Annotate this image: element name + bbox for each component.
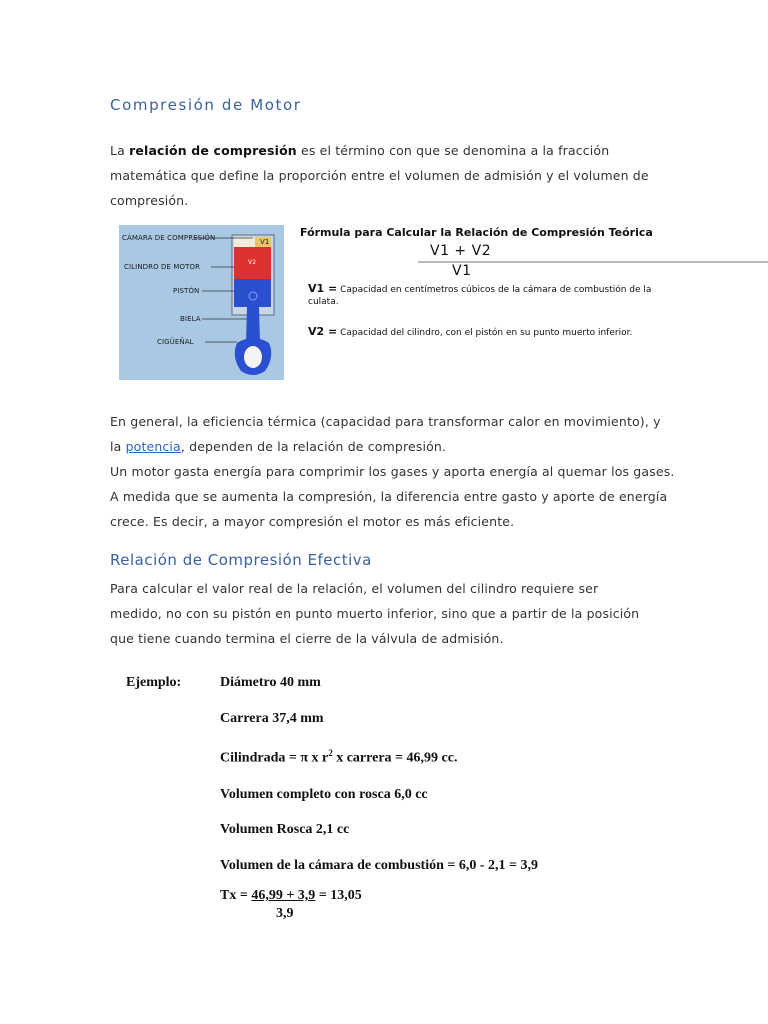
example-volumen-camara: Volumen de la cámara de combustión = 6,0 - 2,1 = 3,9 — [220, 858, 538, 873]
formula-v1-note — [308, 283, 668, 308]
example-carrera: Carrera 37,4 mm — [220, 711, 324, 726]
v2-label: V2 = — [308, 325, 338, 338]
tx-denominator: 3,9 — [276, 906, 294, 921]
tx-post: = 13,05 — [315, 888, 362, 903]
general-para2: Un motor gasta energía para comprimir los gases y aporta energía al quemar los gases. A medida que se aumenta la compresión, la diferencia entre gasto y aporte de energía crece. Es decir, a mayor compresión el motor es más eficiente. — [110, 464, 675, 529]
cilindrada-exponent: 2 — [328, 748, 333, 758]
label-biela: BIELA — [180, 315, 201, 323]
example-volumen-rosca: Volumen Rosca 2,1 cc — [220, 822, 350, 837]
intro-bold-term: relación de compresión — [129, 143, 297, 158]
section-title-efectiva: Relación de Compresión Efectiva — [110, 551, 372, 569]
potencia-link[interactable]: potencia — [125, 439, 181, 454]
general-pre: En general, la eficiencia térmica (capacidad para transformar calor en movimiento), y la — [110, 414, 661, 454]
v1-text: Capacidad en centímetros cúbicos de la cámara de combustión de la culata. — [308, 285, 652, 307]
tx-pre: Tx = — [220, 888, 252, 903]
cilindrada-post: x carrera = 46,99 cc. — [332, 750, 458, 766]
label-v2: V2 — [248, 259, 257, 266]
example-tx — [220, 888, 362, 904]
label-v1: V1 — [260, 238, 270, 246]
example-diametro: Diámetro 40 mm — [220, 675, 321, 690]
v1-label: V1 = — [308, 282, 338, 295]
intro-pre: La — [110, 143, 130, 158]
intro-paragraph — [110, 138, 670, 213]
general-post: , dependen de la relación de compresión. — [180, 439, 447, 454]
label-piston: PISTÓN — [173, 287, 200, 295]
example-label: Ejemplo: — [126, 675, 182, 690]
engine-illustration — [119, 225, 284, 380]
formula-v2-note — [308, 326, 668, 339]
general-paragraph — [110, 409, 675, 534]
intro-post: es el término con que se denomina a la fracción matemática que define la proporción entre el volumen de admisión y el volumen de compresión. — [110, 143, 649, 208]
example-cilindrada — [220, 748, 457, 767]
label-cilindro: CILINDRO DE MOTOR — [124, 263, 201, 271]
label-camara: CÁMARA DE COMPRESIÓN — [122, 234, 216, 242]
tx-numerator: 46,99 + 3,9 — [251, 888, 316, 903]
formula-numerator: V1 + V2 — [430, 243, 492, 259]
section2-paragraph: Para calcular el valor real de la relación, el volumen del cilindro requiere ser medido, no con su pistón en punto muerto inferior, sino que a partir de la posición que tiene cuando termina el cierre de la válvula de admisión. — [110, 581, 640, 646]
formula-denominator: V1 — [452, 263, 472, 279]
formula-title: Fórmula para Calcular la Relación de Compresión Teórica — [300, 226, 653, 239]
cilindrada-pre: Cilindrada = π x r — [220, 750, 329, 766]
example-volumen-completo: Volumen completo con rosca 6,0 cc — [220, 787, 428, 802]
page-title: Compresión de Motor — [110, 96, 302, 114]
v2-text: Capacidad del cilindro, con el pistón en su punto muerto inferior. — [340, 328, 633, 338]
label-ciguenal: CIGÜEÑAL — [157, 338, 194, 346]
engine-diagram — [119, 225, 284, 380]
